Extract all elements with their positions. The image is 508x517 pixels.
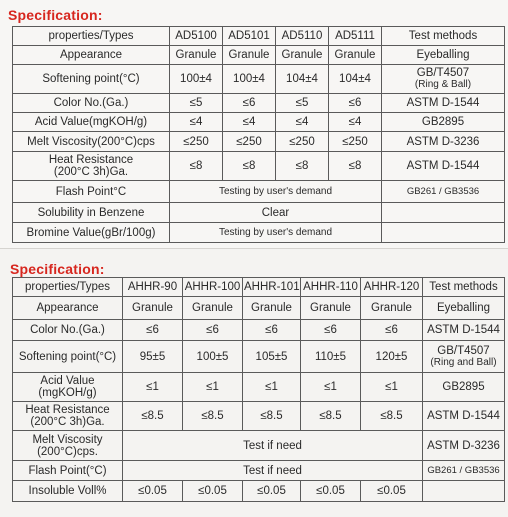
test-method-cell [423,341,505,373]
property-label-line2: (200°C 3h)Ga. [30,416,105,428]
test-method-cell: Eyeballing [423,297,505,320]
value-cell: ≤6 [329,94,382,113]
test-method-label: GB/T4507 [416,67,470,79]
value-cell: 95±5 [123,341,183,373]
test-method-cell: ASTM D-3236 [382,132,505,152]
value-cell: ≤4 [170,113,223,132]
table-header-row [13,27,505,46]
property-label: Acid Value [40,375,95,387]
property-label-line2: (200°C)cps. [37,445,98,458]
value-cell: ≤8.5 [123,402,183,431]
test-method-cell [382,65,505,94]
value-cell: Granule [123,297,183,320]
value-cell: ≤6 [243,320,301,341]
test-method-cell [423,481,505,502]
header-cell: AD5110 [276,27,329,46]
value-cell: Granule [223,46,276,65]
table-row [13,223,505,243]
value-cell: ≤4 [223,113,276,132]
property-cell [13,402,123,431]
header-cell: AD5100 [170,27,223,46]
property-cell: Acid Value(mgKOH/g) [13,113,170,132]
spec1-table [12,26,505,243]
test-method-label-line2: (Ring & Ball) [414,79,472,90]
header-cell: AD5111 [329,27,382,46]
value-cell: ≤6 [301,320,361,341]
header-cell: AHHR-101 [243,278,301,297]
property-cell [13,431,123,461]
header-cell: properties/Types [13,27,170,46]
table-row [13,297,505,320]
value-cell: ≤0.05 [243,481,301,502]
value-cell: ≤8 [276,152,329,181]
value-cell: Granule [276,46,329,65]
value-cell: ≤8.5 [243,402,301,431]
value-cell: 100±4 [223,65,276,94]
value-cell: 100±4 [170,65,223,94]
value-cell: ≤8 [329,152,382,181]
test-method-cell: GB261 / GB3536 [382,181,505,203]
spec-panel-ahhr-series [0,248,508,517]
property-cell: Appearance [13,46,170,65]
table-row [13,203,505,223]
table-row [13,152,505,181]
table-row [13,461,505,481]
value-cell: 104±4 [329,65,382,94]
table-row [13,65,505,94]
test-method-cell: ASTM D-3236 [423,431,505,461]
value-cell: ≤250 [329,132,382,152]
property-cell: Appearance [13,297,123,320]
value-cell: ≤1 [183,373,243,402]
property-cell: Softening point(°C) [13,341,123,373]
test-method-label-line2: (Ring and Ball) [430,356,497,368]
header-cell: AHHR-120 [361,278,423,297]
table-row [13,341,505,373]
value-cell: ≤5 [276,94,329,113]
value-cell: ≤6 [183,320,243,341]
header-cell: properties/Types [13,278,123,297]
table-row [13,132,505,152]
table-row [13,113,505,132]
header-cell: Test methods [382,27,505,46]
table-row [13,46,505,65]
value-cell: ≤8.5 [361,402,423,431]
value-cell: ≤8.5 [301,402,361,431]
value-cell: ≤1 [123,373,183,402]
value-cell: ≤4 [329,113,382,132]
header-cell: AHHR-110 [301,278,361,297]
table-row [13,481,505,502]
header-cell: Test methods [423,278,505,297]
value-cell: ≤0.05 [301,481,361,502]
property-label-line2: (mgKOH/g) [38,387,97,399]
property-cell: Insoluble Voll% [13,481,123,502]
spec1-title: Specification: [8,7,103,23]
merged-value-cell: Testing by user's demand [170,181,382,203]
test-method-cell: ASTM D-1544 [382,152,505,181]
table-row [13,181,505,203]
test-method-cell: ASTM D-1544 [382,94,505,113]
test-method-cell: GB2895 [382,113,505,132]
value-cell: ≤0.05 [183,481,243,502]
property-label: Melt Viscosity [32,433,103,446]
property-cell [13,152,170,181]
property-cell: Flash Point(°C) [13,461,123,481]
test-method-cell [382,203,505,223]
value-cell: ≤1 [361,373,423,402]
property-cell: Color No.(Ga.) [13,94,170,113]
property-cell: Melt Viscosity(200°C)cps [13,132,170,152]
value-cell: 104±4 [276,65,329,94]
value-cell: Granule [361,297,423,320]
property-label: Heat Resistance [25,404,110,416]
test-method-label: GB/T4507 [437,344,490,357]
table-row [13,320,505,341]
value-cell: Granule [183,297,243,320]
value-cell: ≤6 [123,320,183,341]
value-cell: ≤250 [276,132,329,152]
value-cell: Granule [329,46,382,65]
property-cell: Softening point(°C) [13,65,170,94]
table-row [13,402,505,431]
merged-value-cell: Testing by user's demand [170,223,382,243]
value-cell: ≤0.05 [123,481,183,502]
value-cell: ≤6 [361,320,423,341]
value-cell: ≤1 [301,373,361,402]
value-cell: ≤8 [170,152,223,181]
property-cell [13,373,123,402]
value-cell: ≤250 [170,132,223,152]
value-cell: 105±5 [243,341,301,373]
merged-value-cell: Test if need [123,461,423,481]
value-cell: ≤5 [170,94,223,113]
value-cell: ≤250 [223,132,276,152]
value-cell: Granule [243,297,301,320]
property-cell: Bromine Value(gBr/100g) [13,223,170,243]
value-cell: 100±5 [183,341,243,373]
value-cell: ≤1 [243,373,301,402]
test-method-cell: ASTM D-1544 [423,402,505,431]
test-method-cell: GB2895 [423,373,505,402]
header-cell: AHHR-90 [123,278,183,297]
test-method-cell: ASTM D-1544 [423,320,505,341]
property-cell: Solubility in Benzene [13,203,170,223]
property-label: Heat Resistance [48,154,134,166]
value-cell: ≤8.5 [183,402,243,431]
table-row [13,94,505,113]
spec-panel-ad-series [0,0,508,248]
value-cell: ≤8 [223,152,276,181]
value-cell: Granule [301,297,361,320]
table-header-row [13,278,505,297]
value-cell: 120±5 [361,341,423,373]
value-cell: ≤4 [276,113,329,132]
table-row [13,431,505,461]
spec2-table [12,277,505,502]
value-cell: ≤0.05 [361,481,423,502]
value-cell: ≤6 [223,94,276,113]
value-cell: Granule [170,46,223,65]
merged-value-cell: Test if need [123,431,423,461]
spec2-title: Specification: [10,261,105,277]
value-cell: 110±5 [301,341,361,373]
header-cell: AD5101 [223,27,276,46]
merged-value-cell: Clear [170,203,382,223]
table-row [13,373,505,402]
header-cell: AHHR-100 [183,278,243,297]
test-method-cell: GB261 / GB3536 [423,461,505,481]
property-label-line2: (200°C 3h)Ga. [53,166,129,178]
property-cell: Flash Point°C [13,181,170,203]
test-method-cell [382,223,505,243]
property-cell: Color No.(Ga.) [13,320,123,341]
test-method-cell: Eyeballing [382,46,505,65]
